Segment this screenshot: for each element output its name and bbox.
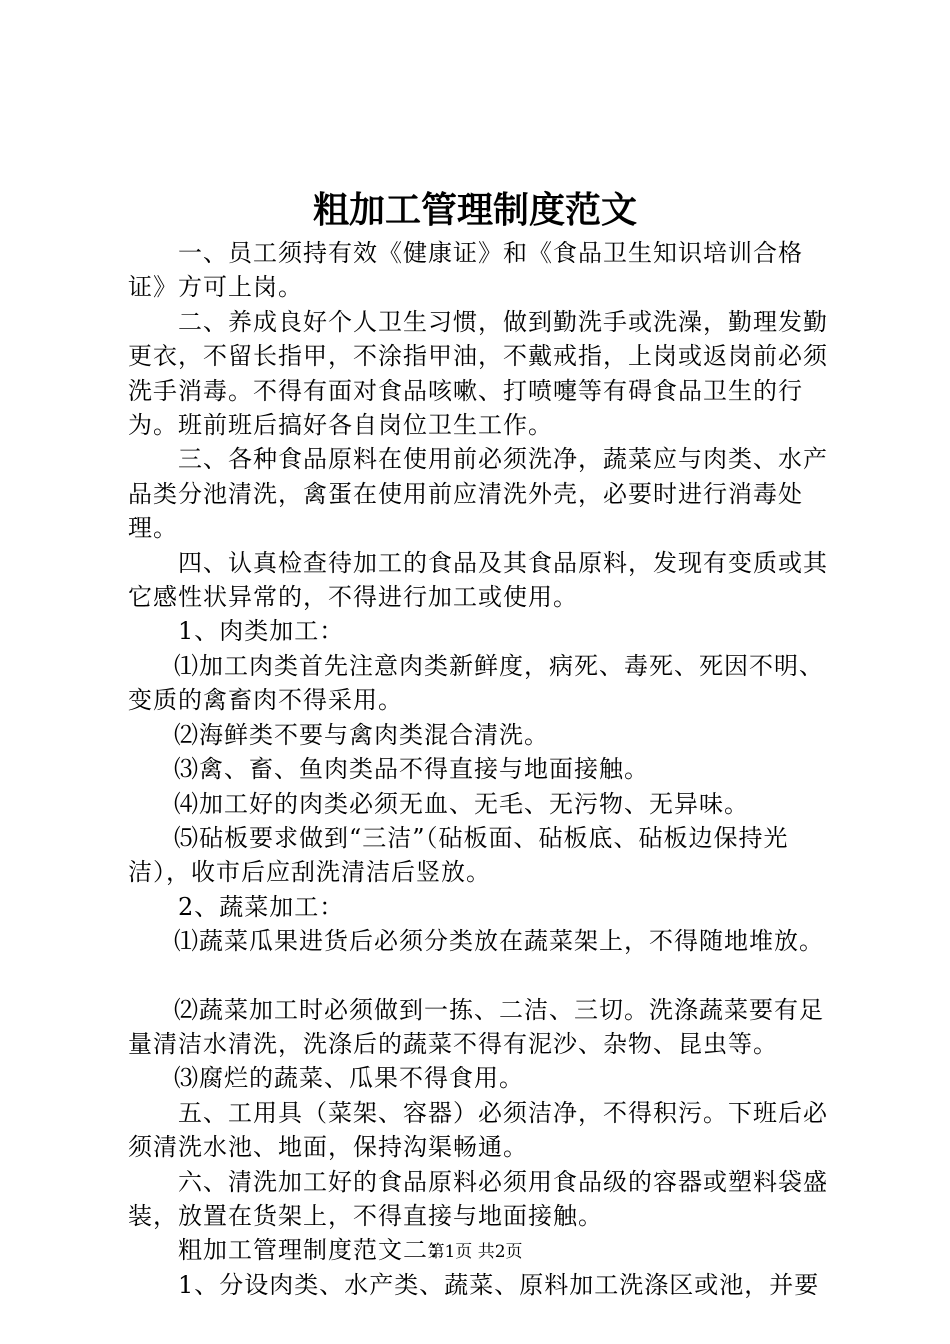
list-item: ⑴加工肉类首先注意肉类新鲜度，病死、毒死、死因不明、变质的禽畜肉不得采用。 <box>128 651 824 715</box>
paragraph: 一、员工须持有效《健康证》和《食品卫生知识培训合格证》方可上岗。 <box>128 239 803 302</box>
list-item: ⑷加工好的肉类必须无血、无毛、无污物、无异味。 <box>174 789 749 818</box>
list-item: ⑶禽、畜、鱼肉类品不得直接与地面接触。 <box>174 755 649 784</box>
paragraph: 六、清洗加工好的食品原料必须用食品级的容器或塑料袋盛装，放置在货架上，不得直接与地面接触。 <box>128 1167 828 1230</box>
paragraph: 1、分设肉类、水产类、蔬菜、原料加工洗涤区或池，并要 <box>178 1270 820 1299</box>
section-heading: 1、肉类加工： <box>178 617 345 646</box>
paragraph: 三、各种食品原料在使用前必须洗净，蔬菜应与肉类、水产品类分池清洗，禽蛋在使用前应清洗外壳，必要时进行消毒处理。 <box>128 445 828 543</box>
list-item: ⑶腐烂的蔬菜、瓜果不得食用。 <box>174 1064 524 1093</box>
list-item: ⑵蔬菜加工时必须做到一拣、二洁、三切。洗涤蔬菜要有足量清洁水清洗，洗涤后的蔬菜不得有泥沙、杂物、昆虫等。 <box>128 995 824 1058</box>
paragraph: 五、工用具（菜架、容器）必须洁净，不得积污。下班后必须清洗水池、地面，保持沟渠畅通。 <box>128 1098 828 1162</box>
section-heading: 2、蔬菜加工： <box>178 892 345 921</box>
list-item: ⑴蔬菜瓜果进货后必须分类放在蔬菜架上，不得随地堆放。 <box>174 927 824 956</box>
paragraph: 二、养成良好个人卫生习惯，做到勤洗手或洗澡，勤理发勤更衣，不留长指甲，不涂指甲油，不戴戒指，上岗或返岗前必须洗手消毒。不得有面对食品咳嗽、打喷嚏等有碍食品卫生的行为。班前班后搞好各自岗位卫生工作。 <box>128 307 828 440</box>
section-heading: 粗加工管理制度范文二： <box>178 1236 453 1265</box>
list-item: ⑵海鲜类不要与禽肉类混合清洗。 <box>174 720 549 749</box>
blank-line <box>128 959 833 993</box>
paragraph: 四、认真检查待加工的食品及其食品原料，发现有变质或其它感性状异常的，不得进行加工或使用。 <box>128 548 828 612</box>
list-item: ⑸砧板要求做到“三洁”（砧板面、砧板底、砧板边保持光洁），收市后应刮洗清洁后竖放。 <box>128 823 789 887</box>
document-body <box>128 236 833 1302</box>
page-number: 第1页 共2页 <box>427 1242 523 1262</box>
page-title: 粗加工管理制度范文 <box>312 189 637 231</box>
